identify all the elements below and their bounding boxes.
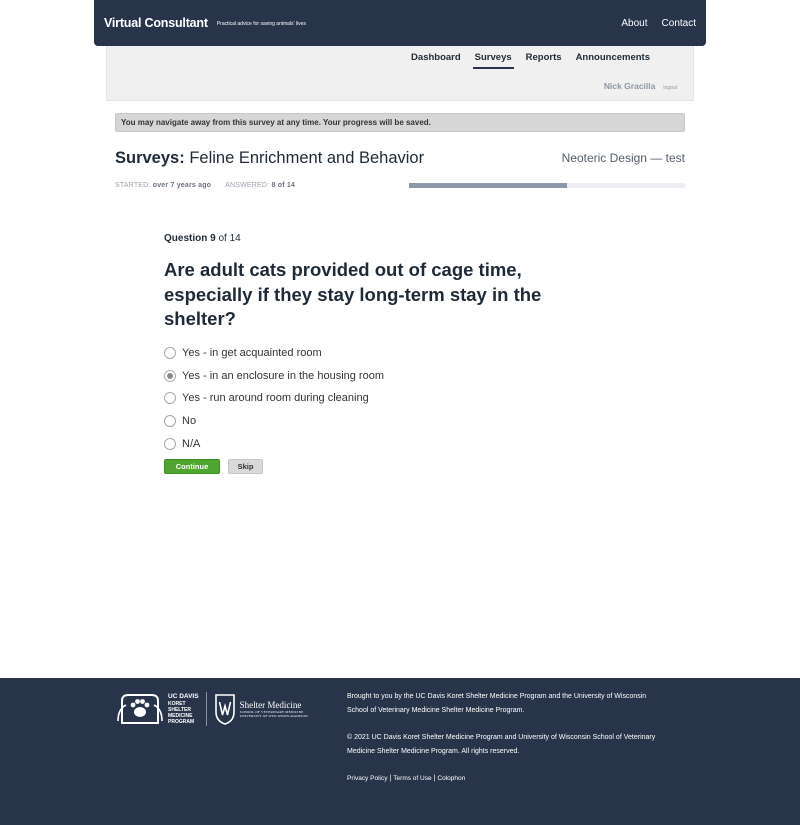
radio-button[interactable] <box>164 347 176 359</box>
answer-option-label: Yes - run around room during cleaning <box>182 392 369 405</box>
started-value: over 7 years ago <box>152 182 212 189</box>
secondary-nav-panel <box>106 46 694 101</box>
tab-announcements[interactable]: Announcements <box>575 52 650 63</box>
shelter-medicine-school: SCHOOL OF VETERINARY MEDICINE <box>239 709 304 714</box>
shelter-medicine-text <box>240 700 308 719</box>
brand-name[interactable]: Virtual Consultant <box>104 16 208 30</box>
progress-bar <box>409 183 685 188</box>
ucd-logo-text <box>168 693 199 725</box>
question-total-label: of 14 <box>218 233 241 244</box>
ucd-line: PROGRAM <box>168 719 195 725</box>
colophon-link[interactable]: Colophon <box>437 775 466 782</box>
answer-option[interactable] <box>164 387 384 410</box>
answer-options <box>164 342 384 455</box>
tab-dashboard[interactable]: Dashboard <box>411 52 461 63</box>
shelter-medicine-university: UNIVERSITY OF WISCONSIN-MADISON <box>239 714 308 718</box>
link-separator: | <box>389 775 392 782</box>
question-number-label: Question 9 <box>164 233 216 244</box>
answer-option-label: Yes - in an enclosure in the housing room <box>182 369 384 382</box>
brand-tagline: Practical advice for saving animals' lives <box>216 20 306 27</box>
radio-button[interactable] <box>164 438 176 450</box>
survey-meta <box>115 182 295 189</box>
ucd-koret-logo[interactable] <box>116 691 199 727</box>
question-number <box>164 233 241 244</box>
ucd-line: MEDICINE <box>168 713 193 719</box>
answer-option-label: No <box>182 415 197 428</box>
question-actions <box>164 459 263 474</box>
user-info <box>604 81 677 91</box>
shelter-medicine-title: Shelter Medicine <box>239 699 302 710</box>
organization-name: Neoteric Design — test <box>561 151 685 165</box>
logout-link[interactable]: logout <box>663 85 677 91</box>
radio-button[interactable] <box>164 392 176 404</box>
ucd-line: SHELTER <box>168 707 191 713</box>
nav-contact-link[interactable]: Contact <box>661 17 696 29</box>
logo-divider <box>206 692 207 726</box>
progress-notice: You may navigate away from this survey at any time. Your progress will be saved. <box>115 113 685 132</box>
footer-copyright: © 2021 UC Davis Koret Shelter Medicine Program and University of Wisconsin School of Veterinary Medicine Shelter Medicine Program. All rights reserved. <box>347 734 656 755</box>
footer-links <box>347 772 657 786</box>
radio-button[interactable] <box>164 415 176 427</box>
answer-option-label: Yes - in get acquainted room <box>182 347 322 360</box>
wisconsin-logo[interactable] <box>214 692 308 726</box>
answer-option[interactable] <box>164 342 384 365</box>
answer-option[interactable] <box>164 410 384 433</box>
page-title <box>115 149 424 168</box>
paw-icon <box>116 691 164 727</box>
ucd-line: KORET <box>168 701 186 707</box>
footer-logos <box>116 691 308 727</box>
continue-button[interactable]: Continue <box>164 459 220 474</box>
privacy-policy-link[interactable]: Privacy Policy <box>347 775 388 782</box>
footer-text <box>347 690 657 786</box>
started-label: STARTED: <box>115 182 151 189</box>
crest-icon <box>214 692 236 726</box>
survey-name: Feline Enrichment and Behavior <box>189 149 425 167</box>
tab-surveys[interactable]: Surveys <box>475 52 512 69</box>
nav-about-link[interactable]: About <box>621 17 648 29</box>
skip-button[interactable]: Skip <box>228 459 263 474</box>
progress-bar-fill <box>409 183 567 188</box>
user-name[interactable]: Nick Gracilla <box>603 81 656 91</box>
page-title-lead: Surveys: <box>115 149 185 167</box>
question-text: Are adult cats provided out of cage time, especially if they stay long-term stay in the shelter? <box>164 259 542 329</box>
radio-button[interactable] <box>164 370 176 382</box>
top-header <box>94 0 706 46</box>
ucd-brand: UC DAVIS <box>168 693 199 700</box>
link-separator: | <box>433 775 436 782</box>
answer-option[interactable] <box>164 365 384 388</box>
section-tabs <box>411 52 650 69</box>
answered-value: 8 of 14 <box>271 182 296 189</box>
terms-of-use-link[interactable]: Terms of Use <box>393 775 432 782</box>
top-nav <box>621 18 696 29</box>
answered-label: ANSWERED: <box>225 182 270 189</box>
tab-reports[interactable]: Reports <box>525 52 562 63</box>
answer-option-label: N/A <box>182 437 201 450</box>
footer-credit: Brought to you by the UC Davis Koret Shelter Medicine Program and the University of Wisconsin School of Veterinary Medicine Shelter Medicine Program. <box>347 693 647 714</box>
answer-option[interactable] <box>164 432 384 455</box>
